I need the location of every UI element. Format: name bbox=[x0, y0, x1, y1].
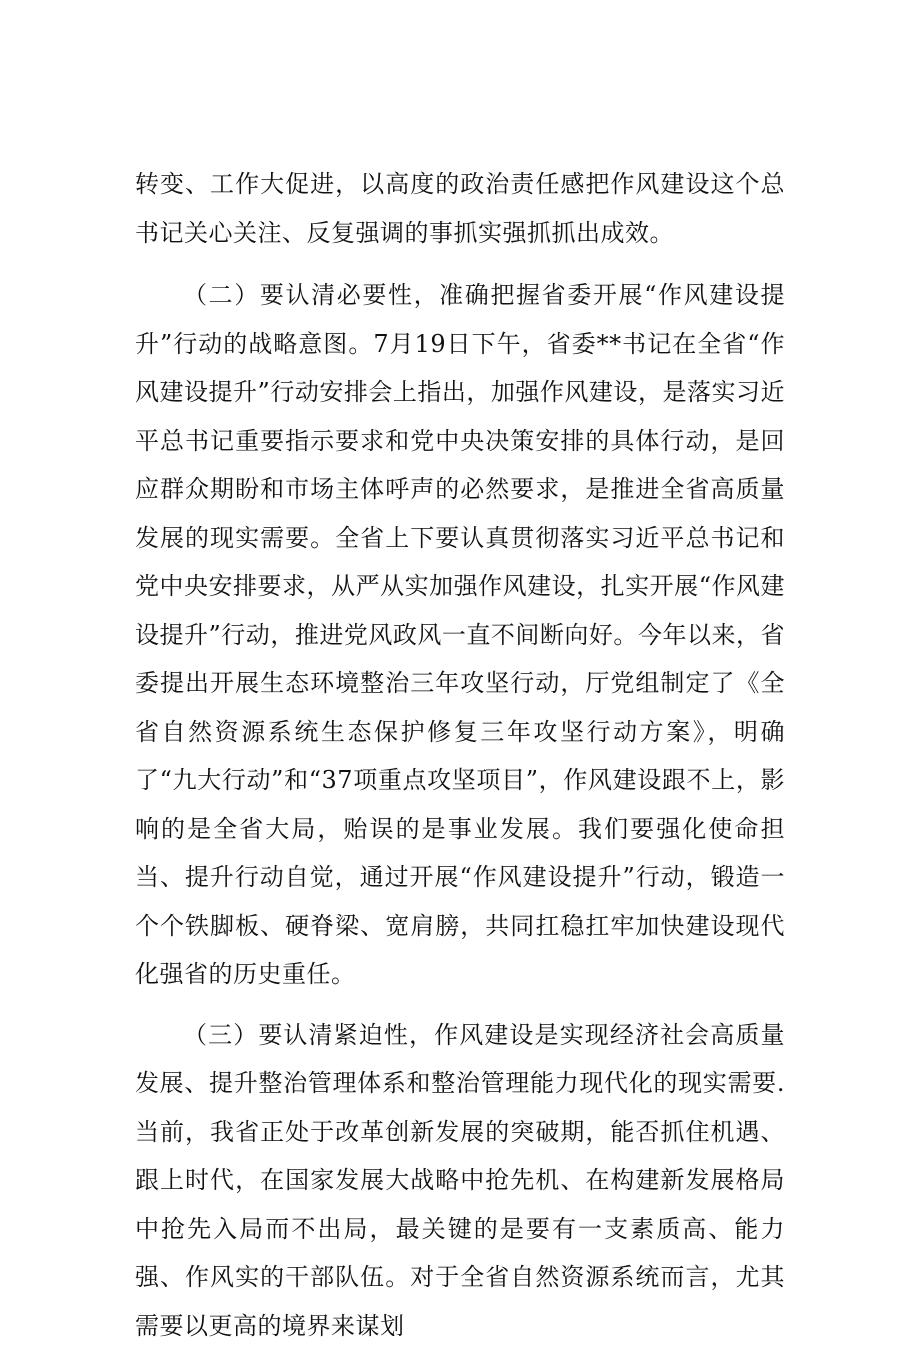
paragraph-section-two: （二）要认清必要性，准确把握省委开展“作风建设提升”行动的战略意图。7月19日下午，省委**书记在全省“作风建设提升”行动安排会上指出，加强作风建设，是落实习近平总书记重要指示要求和党中央决策安排的具体行动，是回应群众期盼和市场主体呼声的必然要求，是推进全省高质量发展的现实需要。全省上下要认真贯彻落实习近平总书记和党中央安排要求，从严从实加强作风建设，扎实开展“作风建设提升”行动，推进党风政风一直不间断向好。今年以来，省委提出开展生态环境整治三年攻坚行动，厅党组制定了《全省自然资源系统生态保护修复三年攻坚行动方案》，明确了“九大行动”和“37项重点攻坚项目”，作风建设跟不上，影响的是全省大局，贻误的是事业发展。我们要强化使命担当、提升行动自觉，通过开展“作风建设提升”行动，锻造一个个铁脚板、硬脊梁、宽肩膀，共同扛稳扛牢加快建设现代化强省的历史重任。 bbox=[135, 281, 785, 988]
paragraph-section-three: （三）要认清紧迫性，作风建设是实现经济社会高质量发展、提升整治管理体系和整治管理能力现代化的现实需要. 当前，我省正处于改革创新发展的突破期，能否抓住机遇、跟上时代，在国家发展大战略中抢先机、在构建新发展格局中抢先入局而不出局，最关键的是要有一支素质高、能力强、作风实的干部队伍。对于全省自然资源系统而言，尤其需要以更高的境界来谋划 bbox=[135, 1020, 785, 1340]
paragraph-continuation: 转变、工作大促进，以高度的政治责任感把作风建设这个总书记关心关注、反复强调的事抓实强抓抓出成效。 bbox=[135, 170, 785, 247]
document-body bbox=[135, 160, 785, 1362]
